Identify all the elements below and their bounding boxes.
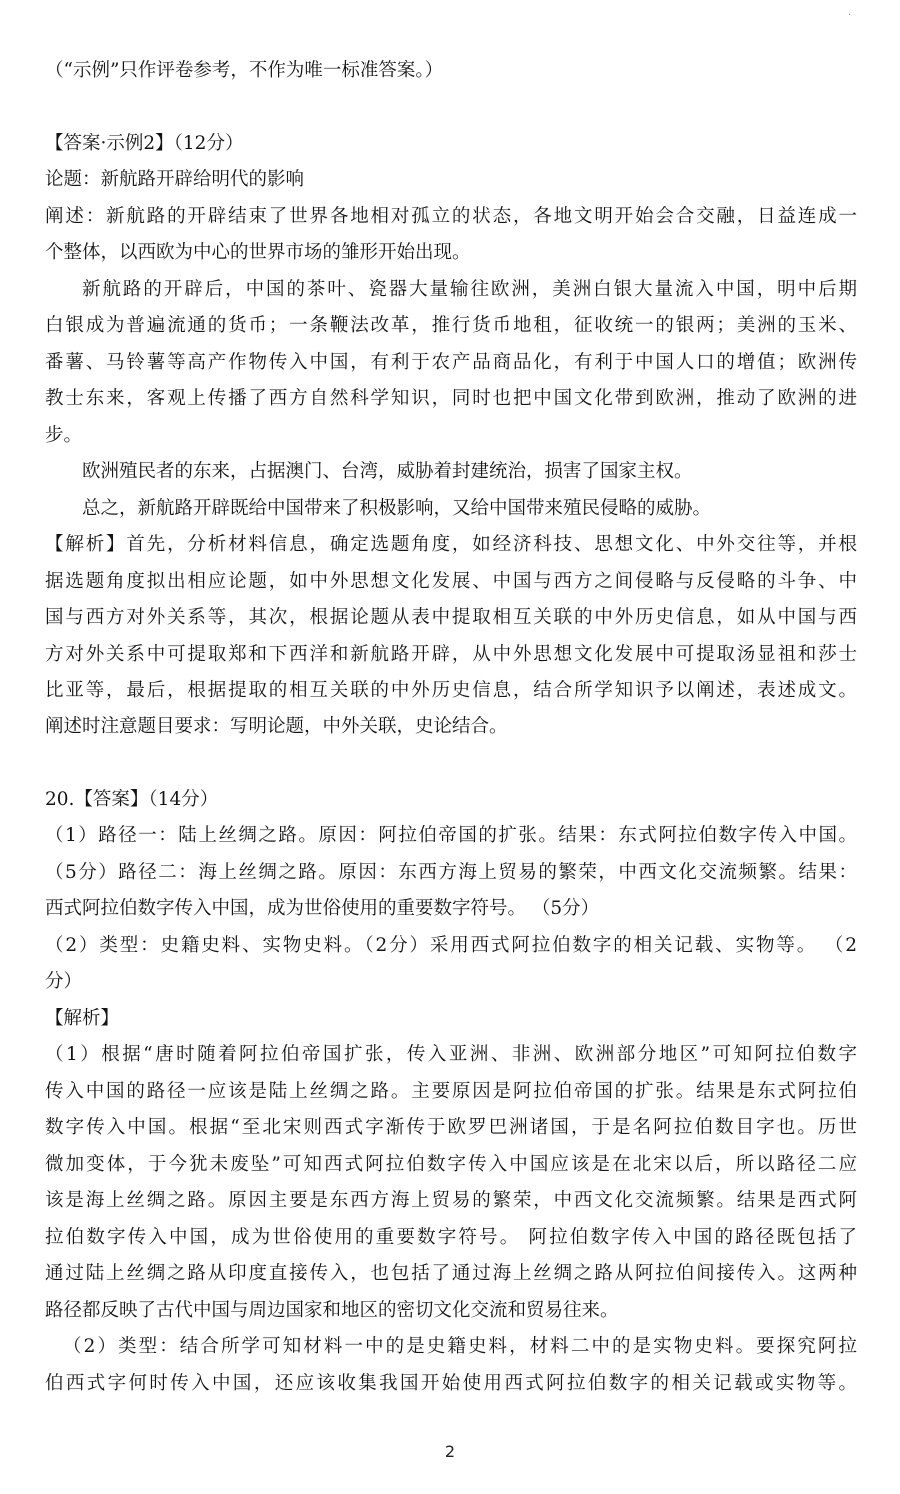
example2-line: 个整体，以西欧为中心的世界市场的雏形开始出现。 (45, 242, 471, 263)
q20-analysis-line: 路径都反映了古代中国与周边国家和地区的密切文化交流和贸易往来。 (45, 1300, 619, 1321)
corner-mark: · (848, 10, 852, 21)
q20-analysis-label: 【解析】 (45, 1008, 120, 1029)
q20-analysis-line: 数字传入中国。根据“至北宋则西式字渐传于欧罗巴洲诸国，于是名阿拉伯数目字也。历世 (45, 1117, 857, 1138)
example2-line: 阐述：新航路的开辟结束了世界各地相对孤立的状态，各地文明开始会合交融，日益连成一 (45, 206, 857, 227)
document-page (45, 0, 857, 1494)
example2-line: 教士东来，客观上传播了西方自然科学知识，同时也把中国文化带到欧洲，推动了欧洲的进 (45, 388, 857, 409)
q20-answer-line: （1）路径一：陆上丝绸之路。原因：阿拉伯帝国的扩张。结果：东式阿拉伯数字传入中国。 (45, 825, 857, 846)
q20-answer-line: （2）类型：史籍史料、实物史料。（2分）采用西式阿拉伯数字的相关记载、实物等。 （2 (45, 935, 857, 956)
note-line: （“示例”只作评卷参考，不作为唯一标准答案。） (45, 60, 444, 81)
q20-analysis-line: （2）类型：结合所学可知材料一中的是史籍史料，材料二中的是实物史料。要探究阿拉 (63, 1336, 857, 1357)
example2-analysis-line: 据选题角度拟出相应论题，如中外思想文化发展、中国与西方之间侵略与反侵略的斗争、中 (45, 571, 857, 592)
example2-line: 欧洲殖民者的东来，占据澳门、台湾，威胁着封建统治，损害了国家主权。 (82, 461, 693, 482)
example2-line: 番薯、马铃薯等高产作物传入中国，有利于农产品商品化，有利于中国人口的增值；欧洲传 (45, 352, 857, 373)
q20-header: 20.【答案】（14分） (45, 789, 219, 810)
example2-line: 步。 (45, 425, 83, 446)
example2-analysis-line: 阐述时注意题目要求：写明论题，中外关联，史论结合。 (45, 716, 508, 737)
q20-analysis-line: 通过陆上丝绸之路从印度直接传入，也包括了通过海上丝绸之路从阿拉伯间接传入。这两种 (45, 1263, 857, 1284)
q20-analysis-line: 传入中国的路径一应该是陆上丝绸之路。主要原因是阿拉伯帝国的扩张。结果是东式阿拉伯 (45, 1081, 857, 1102)
example2-header: 【答案·示例2】（12分） (45, 133, 244, 154)
example2-line: 白银成为普遍流通的货币；一条鞭法改革，推行货币地租，征收统一的银两；美洲的玉米、 (45, 315, 857, 336)
example2-analysis-line: 国与西方对外关系等，其次，根据论题从表中提取相互关联的中外历史信息，如从中国与西 (45, 607, 857, 628)
example2-line: 总之，新航路开辟既给中国带来了积极影响，又给中国带来殖民侵略的威胁。 (82, 498, 712, 519)
page-number: 2 (444, 1442, 456, 1461)
example2-analysis-line: 【解析】首先，分析材料信息，确定选题角度，如经济科技、思想文化、中外交往等，并根 (45, 534, 857, 555)
example2-analysis-line: 方对外关系中可提取郑和下西洋和新航路开辟，从中外思想文化发展中可提取汤显祖和莎士 (45, 644, 857, 665)
q20-answer-line: 分） (45, 971, 83, 992)
q20-analysis-line: （1）根据“唐时随着阿拉伯帝国扩张，传入亚洲、非洲、欧洲部分地区”可知阿拉伯数字 (45, 1044, 857, 1065)
example2-thesis: 论题：新航路开辟给明代的影响 (45, 169, 305, 190)
q20-answer-line: （5分）路径二：海上丝绸之路。原因：东西方海上贸易的繁荣，中西文化交流频繁。结果： (45, 862, 857, 883)
example2-analysis-line: 比亚等，最后，根据提取的相互关联的中外历史信息，结合所学知识予以阐述，表述成文。 (45, 680, 857, 701)
q20-answer-line: 西式阿拉伯数字传入中国，成为世俗使用的重要数字符号。 （5分） (45, 898, 600, 919)
q20-analysis-line: 微加变体，于今犹未废坠”可知西式阿拉伯数字传入中国应该是在北宋以后，所以路径二应 (45, 1154, 857, 1175)
q20-analysis-line: 伯西式字何时传入中国，还应该收集我国开始使用西式阿拉伯数字的相关记载或实物等。 (45, 1373, 857, 1394)
q20-analysis-line: 拉伯数字传入中国，成为世俗使用的重要数字符号。 阿拉伯数字传入中国的路径既包括了 (45, 1227, 857, 1248)
q20-analysis-line: 该是海上丝绸之路。原因主要是东西方海上贸易的繁荣，中西文化交流频繁。结果是西式阿 (45, 1190, 857, 1211)
example2-line: 新航路的开辟后，中国的茶叶、瓷器大量输往欧洲，美洲白银大量流入中国，明中后期 (82, 279, 857, 300)
